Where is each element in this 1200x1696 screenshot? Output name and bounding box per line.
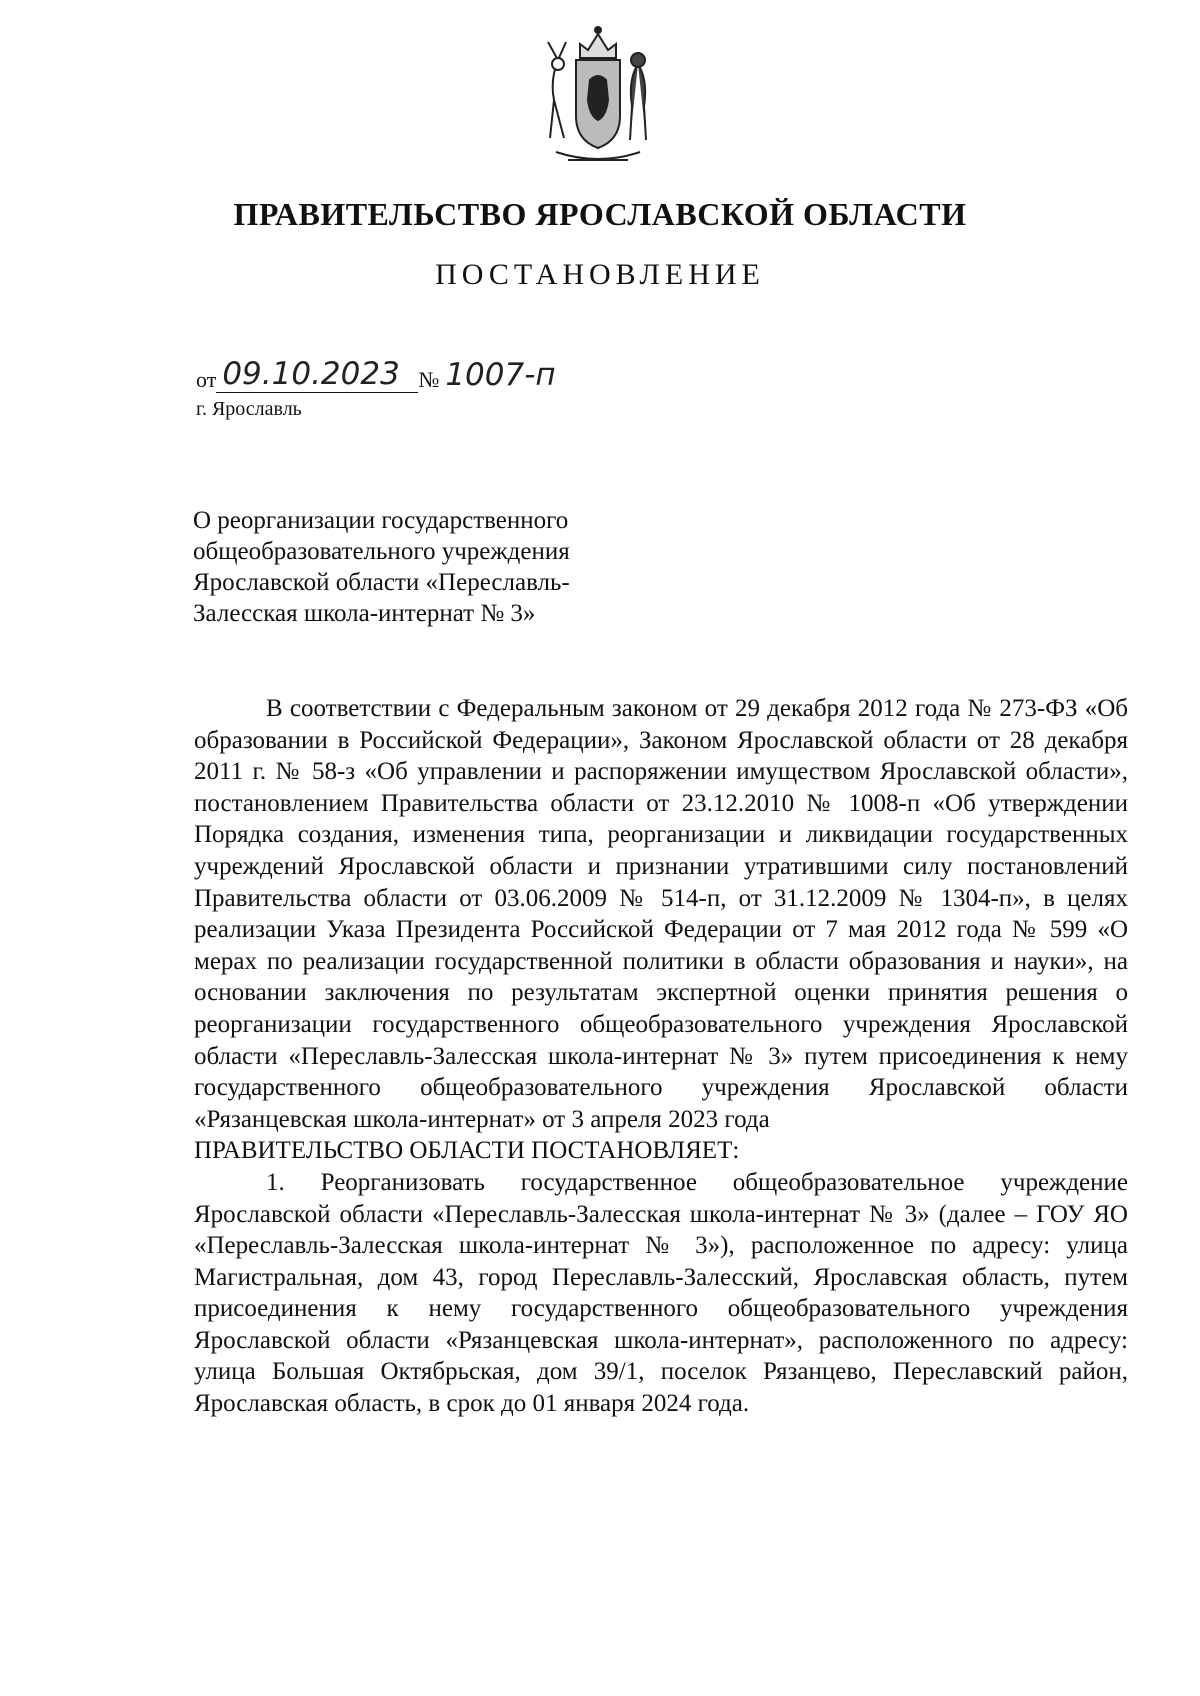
resolves-heading: ПРАВИТЕЛЬСТВО ОБЛАСТИ ПОСТАНОВЛЯЕТ:: [194, 1137, 740, 1165]
subject-line: О реорганизации государственного: [193, 507, 569, 534]
document-subject: [193, 505, 633, 629]
government-title: ПРАВИТЕЛЬСТВО ЯРОСЛАВСКОЙ ОБЛАСТИ: [233, 196, 967, 232]
document-number: 1007-п: [445, 357, 556, 393]
subject-line: Залесская школа-интернат № 3»: [193, 600, 536, 627]
document-date: 09.10.2023: [216, 356, 418, 393]
date-number-line: [196, 356, 581, 396]
item-1-paragraph: 1. Реорганизовать государственное общеобразовательное учреждение Ярославской области «Переславль-Залесская школа-интернат № 3» (далее – ГОУ ЯО «Переславль-Залесская школа-интернат № 3»), расположенное по адресу: улица Магистральная, дом 43, город Переславль-Залесский, Ярославская область, путем присоединения к нему государственного общеобразовательного учреждения Ярославской области «Рязанцевская школа-интернат», расположенного по адресу: улица Большая Октябрьская, дом 39/1, поселок Рязанцево, Переславский район, Ярославская область, в срок до 01 января 2024 года.: [194, 1168, 1128, 1418]
number-label: №: [418, 367, 440, 392]
yaroslavl-coat-of-arms-icon: [528, 20, 668, 170]
subject-line: общеобразовательного учреждения: [193, 538, 570, 565]
document-type: ПОСТАНОВЛЕНИЕ: [435, 258, 765, 291]
subject-line: Ярославской области «Переславль-: [193, 569, 570, 596]
date-label: от: [196, 367, 217, 392]
document-body: [194, 693, 1128, 1420]
issuing-city: г. Ярославль: [196, 398, 302, 420]
preamble-paragraph: В соответствии с Федеральным законом от 29 декабря 2012 года № 273-ФЗ «Об образовании в Российской Федерации», Законом Ярославской области от 28 декабря 2011 г. № 58-з «Об управлении и распоряжении имуществом Ярославской области», постановлением Правительства области от 23.12.2010 № 1008-п «Об утверждении Порядка создания, изменения типа, реорганизации и ликвидации государственных учреждений Ярославской области и признании утратившими силу постановлений Правительства области от 03.06.2009 № 514-п, от 31.12.2009 № 1304-п», в целях реализации Указа Президента Российской Федерации от 7 мая 2012 года № 599 «О мерах по реализации государственной политики в области образования и науки», на основании заключения по результатам экспертной оценки принятия решения о реорганизации государственного общеобразовательного учреждения Ярославской области «Переславль-Залесская школа-интернат № 3» путем присоединения к нему государственного общеобразовательного учреждения Ярославской области «Рязанцевская школа-интернат» от 3 апреля 2023 года: [194, 695, 1128, 1133]
